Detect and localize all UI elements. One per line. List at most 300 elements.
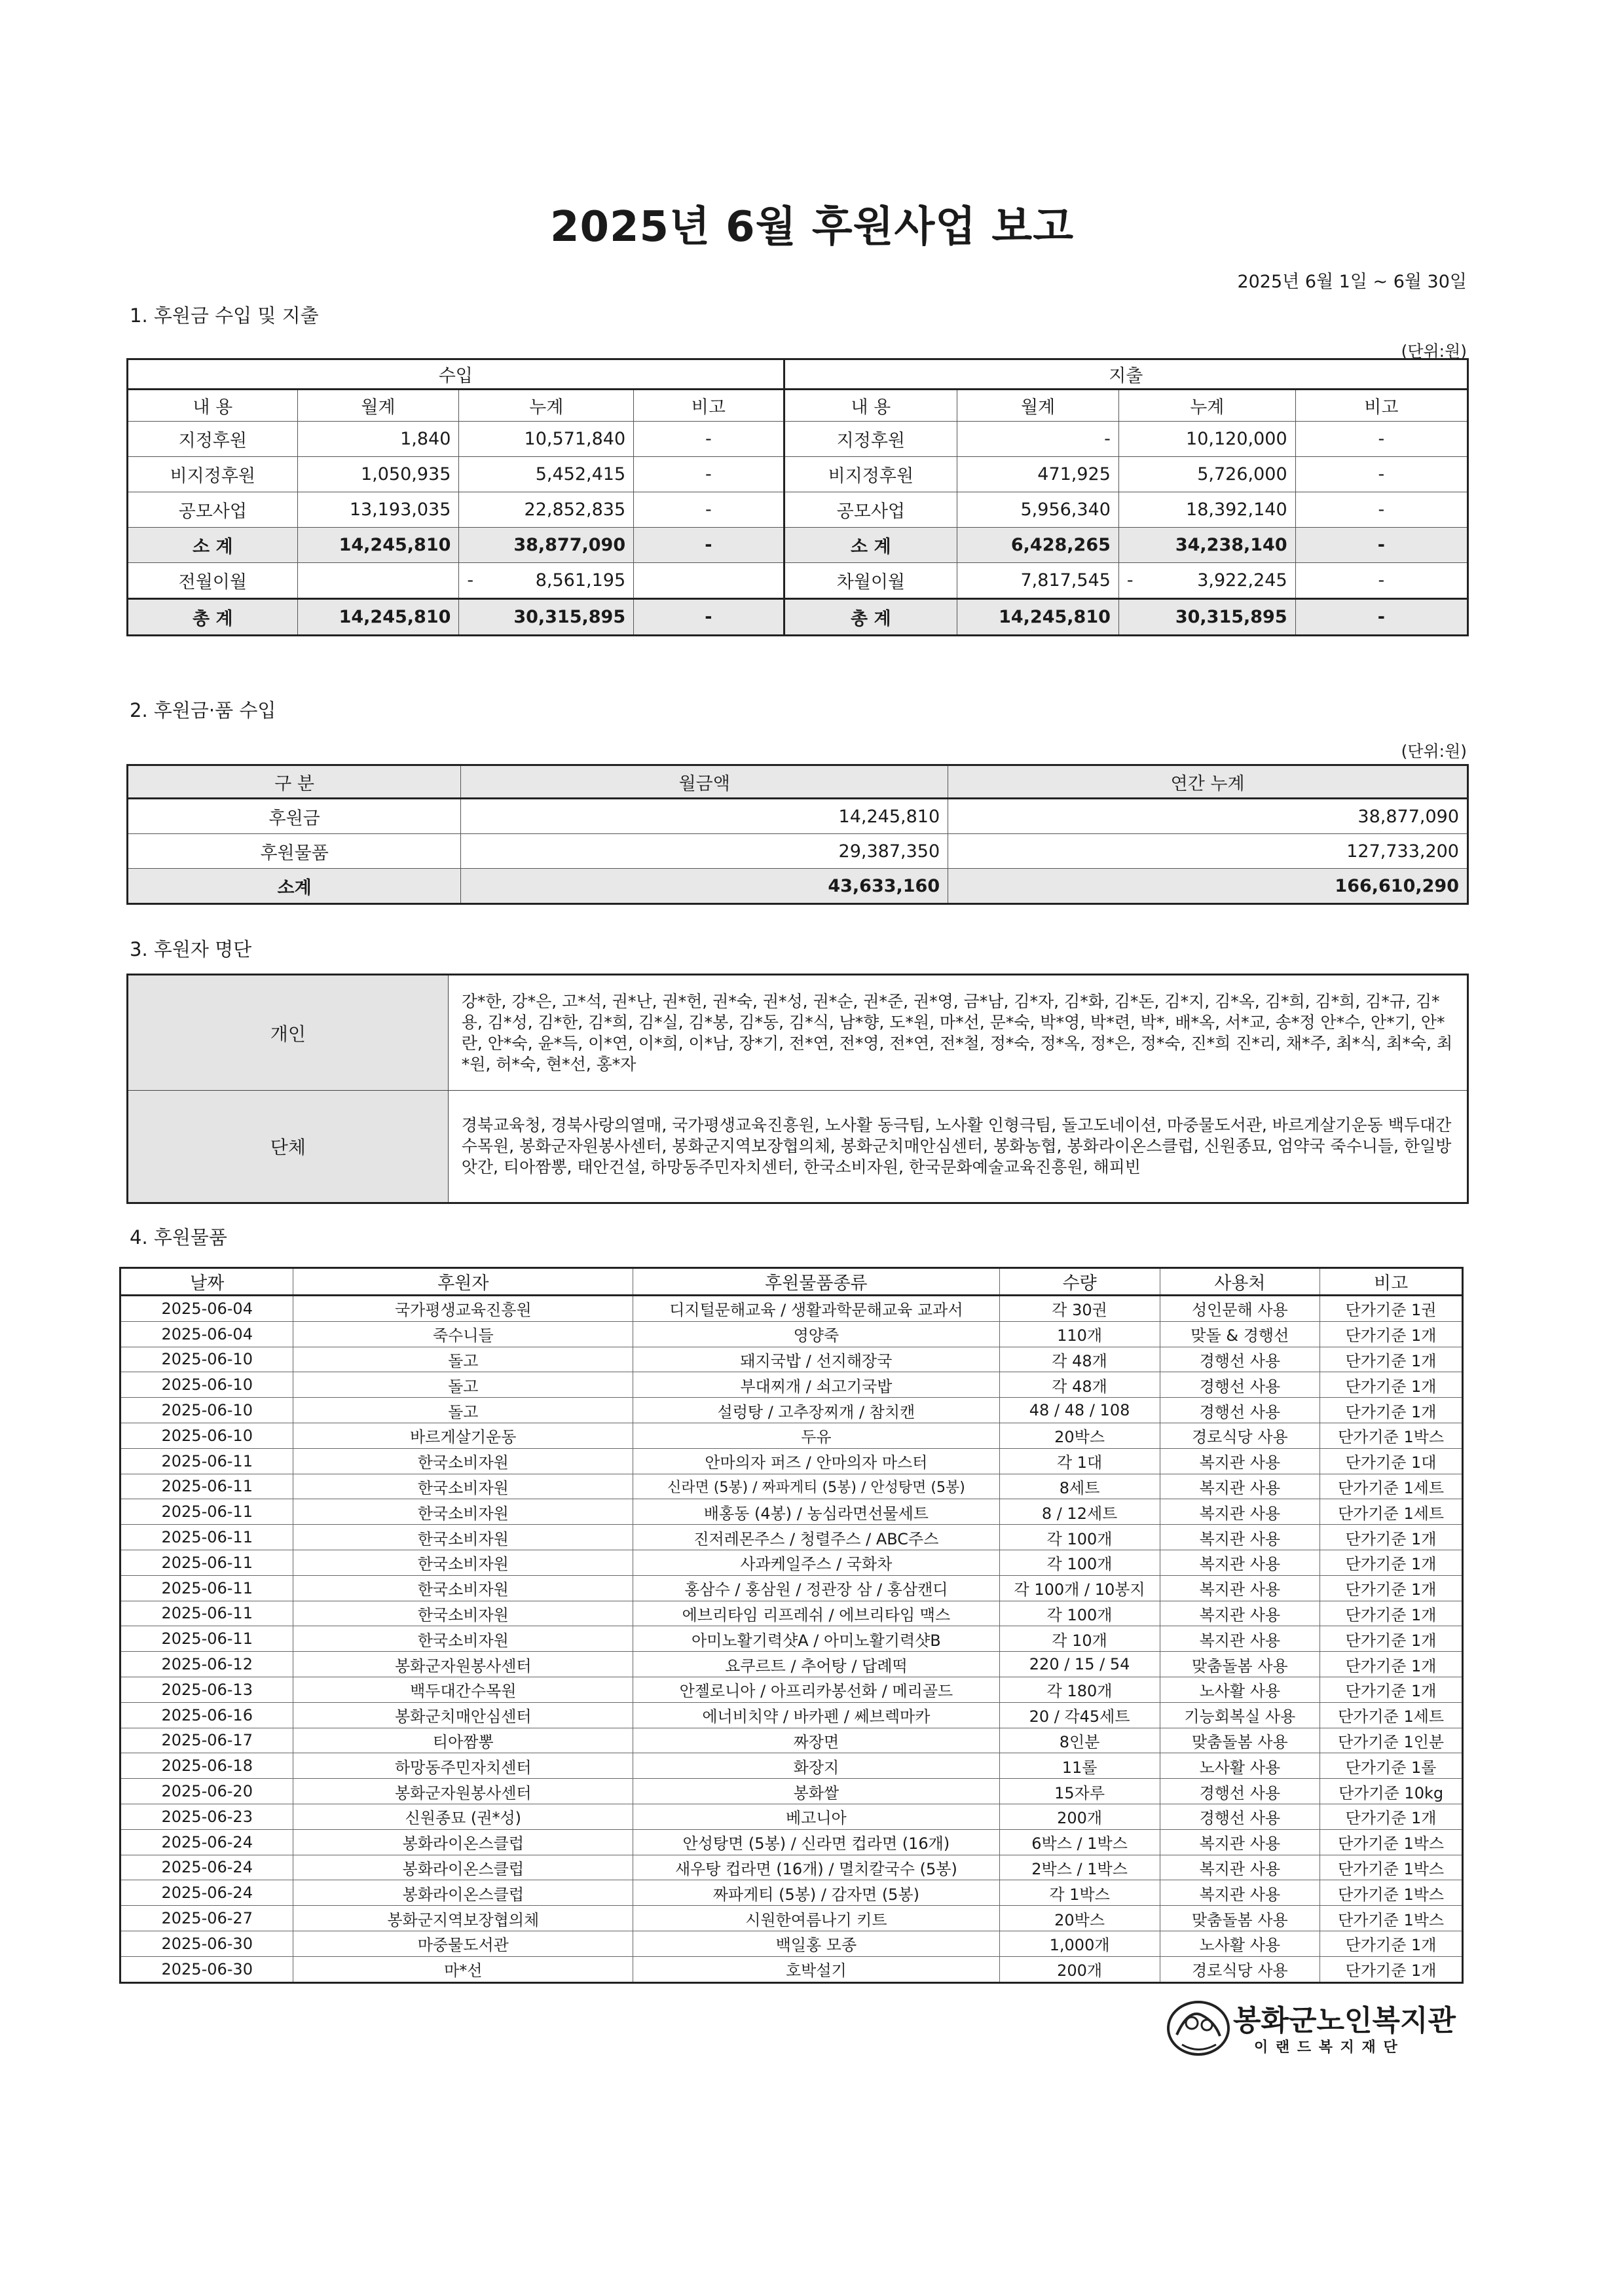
cell: 각 100개 — [999, 1550, 1160, 1575]
table-row — [120, 1525, 1463, 1550]
cell: 200개 — [999, 1804, 1160, 1829]
cell: 부대찌개 / 쇠고기국밥 — [633, 1372, 1000, 1398]
cell: 경로식당 사용 — [1160, 1423, 1320, 1448]
cell: 돌고 — [293, 1372, 633, 1398]
cell: 2025-06-24 — [120, 1880, 293, 1906]
cell: 1,050,935 — [297, 457, 459, 492]
section-3-heading: 3. 후원자 명단 — [130, 938, 252, 960]
cell: 단가기준 1개 — [1320, 1677, 1463, 1702]
cell: 단가기준 1개 — [1320, 1525, 1463, 1550]
cell: 8세트 — [999, 1474, 1160, 1499]
cell: 한국소비자원 — [293, 1499, 633, 1525]
cell: 단가기준 1개 — [1320, 1956, 1463, 1982]
cell: 2025-06-11 — [120, 1601, 293, 1626]
cell — [459, 563, 634, 599]
cell: 소 계 — [128, 528, 298, 563]
cell: 복지관 사용 — [1160, 1575, 1320, 1601]
cell: 아미노활기력샷A / 아미노활기력샷B — [633, 1626, 1000, 1652]
cell: 맞춤돌봄 사용 — [1160, 1652, 1320, 1677]
cell: 2025-06-10 — [120, 1423, 293, 1448]
cell: 단가기준 1개 — [1320, 1321, 1463, 1347]
cell: 2025-06-20 — [120, 1779, 293, 1804]
cell: 2025-06-30 — [120, 1956, 293, 1982]
col-header: 누계 — [459, 390, 634, 422]
table-row — [120, 1575, 1463, 1601]
cell: 복지관 사용 — [1160, 1601, 1320, 1626]
cell: 돌고 — [293, 1347, 633, 1372]
cell: 5,726,000 — [1118, 457, 1295, 492]
cell: 경행선 사용 — [1160, 1398, 1320, 1423]
cell: 단가기준 1개 — [1320, 1931, 1463, 1956]
cell: 비지정후원 — [128, 457, 298, 492]
total-row — [128, 599, 1468, 636]
cell: 비지정후원 — [784, 457, 957, 492]
cell — [297, 563, 459, 599]
col-header: 월금액 — [461, 765, 948, 799]
cell: 5,956,340 — [957, 492, 1119, 528]
cell: 짜파게티 (5봉) / 감자면 (5봉) — [633, 1880, 1000, 1906]
cell: 죽수니들 — [293, 1321, 633, 1347]
cell: 30,315,895 — [459, 599, 634, 636]
table-header — [128, 765, 1468, 799]
donation-summary-table — [126, 764, 1469, 905]
cell: 한국소비자원 — [293, 1448, 633, 1474]
cell: 2025-06-11 — [120, 1525, 293, 1550]
cell: 38,877,090 — [459, 528, 634, 563]
cell: 각 100개 — [999, 1525, 1160, 1550]
cell: 단가기준 1개 — [1320, 1652, 1463, 1677]
cell: 2025-06-11 — [120, 1474, 293, 1499]
table-row — [120, 1372, 1463, 1398]
group-donors: 경북교육청, 경북사랑의열매, 국가평생교육진흥원, 노사활 동극팀, 노사활 인형극팀, 돌고도네이션, 마중물도서관, 바르게살기운동 백두대간수목원, 봉화군자원봉사센터, 봉화군지역보장협의체, 봉화군치매안심센터, 봉화농협, 봉화라이온스클럽, 신원종묘, 엄약국 죽수니들, 한일방앗간, 티아짬뽕, 태안건설, 하망동주민자치센터, 한국소비자원, 한국문화예술교육진흥원, 해피빈 — [448, 1091, 1467, 1203]
col-header: 사용처 — [1160, 1268, 1320, 1296]
cell: 시원한여름나기 키트 — [633, 1906, 1000, 1931]
cell: 마중물도서관 — [293, 1931, 633, 1956]
cell: - — [634, 599, 784, 636]
cell: 지정후원 — [128, 422, 298, 457]
cell: 110개 — [999, 1321, 1160, 1347]
cell: 단가기준 1롤 — [1320, 1753, 1463, 1779]
cell: 14,245,810 — [297, 599, 459, 636]
cell: 단가기준 1세트 — [1320, 1499, 1463, 1525]
cell: 한국소비자원 — [293, 1626, 633, 1652]
cell: - — [634, 492, 784, 528]
table-row — [120, 1626, 1463, 1652]
cell: 경행선 사용 — [1160, 1804, 1320, 1829]
cell: 후원물품 — [128, 834, 461, 869]
cell: 소계 — [128, 869, 461, 904]
cell: 단가기준 1개 — [1320, 1398, 1463, 1423]
org-logo — [1162, 1995, 1483, 2061]
cell: 2박스 / 1박스 — [999, 1855, 1160, 1880]
cell: 에브리타임 리프레쉬 / 에브리타임 맥스 — [633, 1601, 1000, 1626]
cell: 마*선 — [293, 1956, 633, 1982]
cell: 22,852,835 — [459, 492, 634, 528]
cell: 8인분 — [999, 1728, 1160, 1753]
cell: 한국소비자원 — [293, 1474, 633, 1499]
cell: 차월이월 — [784, 563, 957, 599]
table-row — [120, 1296, 1463, 1322]
table-row — [120, 1423, 1463, 1448]
cell: 127,733,200 — [948, 834, 1468, 869]
table-row — [128, 457, 1468, 492]
cell: 복지관 사용 — [1160, 1474, 1320, 1499]
cell: 봉화군지역보장협의체 — [293, 1906, 633, 1931]
col-header: 후원자 — [293, 1268, 633, 1296]
cell: 471,925 — [957, 457, 1119, 492]
cell: 14,245,810 — [297, 528, 459, 563]
cell: 안마의자 퍼즈 / 안마의자 마스터 — [633, 1448, 1000, 1474]
cell: 29,387,350 — [461, 834, 948, 869]
negative-mark: - — [1126, 570, 1134, 591]
individual-label: 개인 — [128, 975, 449, 1091]
col-header: 구 분 — [128, 765, 461, 799]
cell: 200개 — [999, 1956, 1160, 1982]
cell: 단가기준 1개 — [1320, 1347, 1463, 1372]
cell: 14,245,810 — [461, 799, 948, 834]
cell: 2025-06-17 — [120, 1728, 293, 1753]
cell: 1,000개 — [999, 1931, 1160, 1956]
subtotal-row — [128, 528, 1468, 563]
cell: - — [634, 422, 784, 457]
individual-donors: 강*한, 강*은, 고*석, 권*난, 권*헌, 권*숙, 권*성, 권*순, 권*준, 권*영, 금*남, 김*자, 김*화, 김*돈, 김*지, 김*옥, 김*희, 김*희, 김*규, 김*용, 김*성, 김*한, 김*희, 김*실, 김*봉, 김*동, 김*식, 남*향, 도*원, 마*선, 문*숙, 박*영, 박*련, 박*, 배*옥, 서*교, 송*정 안*수, 안*기, 안*란, 안*숙, 윤*득, 이*연, 이*희, 이*남, 장*기, 전*연, 전*영, 전*연, 전*철, 정*숙, 정*옥, 정*은, 정*숙, 진*희 진*리, 채*주, 최*식, 최*숙, 최*원, 허*숙, 현*선, 홍*자 — [448, 975, 1467, 1091]
cell: 봉화쌀 — [633, 1779, 1000, 1804]
cell: 38,877,090 — [948, 799, 1468, 834]
cell: 봉화라이온스클럽 — [293, 1829, 633, 1855]
cell: 14,245,810 — [957, 599, 1119, 636]
cell: - — [634, 528, 784, 563]
donor-row-individual — [128, 975, 1468, 1091]
table-header-group — [128, 359, 1468, 390]
cell: 2025-06-04 — [120, 1296, 293, 1322]
cell: 각 10개 — [999, 1626, 1160, 1652]
cell: 총 계 — [784, 599, 957, 636]
table-header — [128, 390, 1468, 422]
cell: 복지관 사용 — [1160, 1855, 1320, 1880]
cell: 돼지국밥 / 선지해장국 — [633, 1347, 1000, 1372]
col-header: 비고 — [1295, 390, 1467, 422]
cell: 복지관 사용 — [1160, 1550, 1320, 1575]
cell: 새우탕 컵라면 (16개) / 멸치칼국수 (5봉) — [633, 1855, 1000, 1880]
cell: 각 30권 — [999, 1296, 1160, 1322]
cell: 공모사업 — [128, 492, 298, 528]
cell: 단가기준 1박스 — [1320, 1880, 1463, 1906]
cell: 요쿠르트 / 추어탕 / 답례떡 — [633, 1652, 1000, 1677]
cell: 디지털문해교육 / 생활과학문해교육 교과서 — [633, 1296, 1000, 1322]
cell: 2025-06-30 — [120, 1931, 293, 1956]
org-emblem-icon — [1162, 1995, 1234, 2061]
cell: 8 / 12세트 — [999, 1499, 1160, 1525]
cell: 20 / 각45세트 — [999, 1702, 1160, 1728]
cell: 각 1박스 — [999, 1880, 1160, 1906]
cell: 각 48개 — [999, 1347, 1160, 1372]
cell: 각 100개 / 10봉지 — [999, 1575, 1160, 1601]
table-row — [120, 1448, 1463, 1474]
cell: 2025-06-11 — [120, 1448, 293, 1474]
table-row — [120, 1906, 1463, 1931]
cell — [634, 563, 784, 599]
cell: 복지관 사용 — [1160, 1626, 1320, 1652]
cell: 호박설기 — [633, 1956, 1000, 1982]
col-header: 날짜 — [120, 1268, 293, 1296]
cell: 맞돌 & 경행선 — [1160, 1321, 1320, 1347]
cell: 맞춤돌봄 사용 — [1160, 1906, 1320, 1931]
report-period: 2025년 6월 1일 ~ 6월 30일 — [1237, 272, 1467, 292]
col-header: 월계 — [957, 390, 1119, 422]
cell: 경행선 사용 — [1160, 1347, 1320, 1372]
cell: 단가기준 1세트 — [1320, 1474, 1463, 1499]
cell: 2025-06-11 — [120, 1499, 293, 1525]
cell: 한국소비자원 — [293, 1525, 633, 1550]
table-row — [120, 1779, 1463, 1804]
section-4-heading: 4. 후원물품 — [130, 1226, 227, 1248]
cell: 18,392,140 — [1118, 492, 1295, 528]
col-header: 비고 — [1320, 1268, 1463, 1296]
table-row — [128, 834, 1468, 869]
cell: 후원금 — [128, 799, 461, 834]
cell: - — [1295, 422, 1467, 457]
section-2-unit: (단위:원) — [1401, 742, 1467, 761]
cell: 각 48개 — [999, 1372, 1160, 1398]
cell: 43,633,160 — [461, 869, 948, 904]
cell: - — [1295, 492, 1467, 528]
subtotal-row — [128, 869, 1468, 904]
cell: 한국소비자원 — [293, 1575, 633, 1601]
cell: 2025-06-11 — [120, 1575, 293, 1601]
cell: 220 / 15 / 54 — [999, 1652, 1160, 1677]
cell: 베고니아 — [633, 1804, 1000, 1829]
cell: 2025-06-10 — [120, 1398, 293, 1423]
cell: 성인문해 사용 — [1160, 1296, 1320, 1322]
table-row — [120, 1347, 1463, 1372]
cell: 2025-06-24 — [120, 1855, 293, 1880]
col-header: 수량 — [999, 1268, 1160, 1296]
cell: 봉화군자원봉사센터 — [293, 1779, 633, 1804]
table-row — [128, 563, 1468, 599]
cell: 2025-06-27 — [120, 1906, 293, 1931]
cell: 15자루 — [999, 1779, 1160, 1804]
cell: 공모사업 — [784, 492, 957, 528]
cell: 7,817,545 — [957, 563, 1119, 599]
cell: 6박스 / 1박스 — [999, 1829, 1160, 1855]
cell: 10,571,840 — [459, 422, 634, 457]
table-row — [120, 1829, 1463, 1855]
cell: 단가기준 1대 — [1320, 1448, 1463, 1474]
cell: 단가기준 1박스 — [1320, 1906, 1463, 1931]
cell: 단가기준 1개 — [1320, 1372, 1463, 1398]
cell: 봉화군자원봉사센터 — [293, 1652, 633, 1677]
cell: 노사활 사용 — [1160, 1753, 1320, 1779]
table-row — [120, 1321, 1463, 1347]
cell: 10,120,000 — [1118, 422, 1295, 457]
cell: 2025-06-18 — [120, 1753, 293, 1779]
cell: 국가평생교육진흥원 — [293, 1296, 633, 1322]
income-expense-table — [126, 358, 1469, 636]
cell: 두유 — [633, 1423, 1000, 1448]
table-header — [120, 1268, 1463, 1296]
cell: 단가기준 1박스 — [1320, 1855, 1463, 1880]
cell: 진저레몬주스 / 청렬주스 / ABC주스 — [633, 1525, 1000, 1550]
cell: 안성탕면 (5봉) / 신라면 컵라면 (16개) — [633, 1829, 1000, 1855]
table-row — [120, 1652, 1463, 1677]
cell: 총 계 — [128, 599, 298, 636]
table-row — [120, 1702, 1463, 1728]
donor-row-group — [128, 1091, 1468, 1203]
cell: 2025-06-12 — [120, 1652, 293, 1677]
table-row — [120, 1804, 1463, 1829]
cell: 2025-06-04 — [120, 1321, 293, 1347]
section-1-unit: (단위:원) — [1401, 342, 1467, 361]
cell: 봉화군치매안심센터 — [293, 1702, 633, 1728]
donor-list-table — [126, 974, 1469, 1204]
page-title: 2025년 6월 후원사업 보고 — [549, 203, 1075, 251]
cell: 사과케일주스 / 국화차 — [633, 1550, 1000, 1575]
table-row — [120, 1728, 1463, 1753]
col-header: 연간 누계 — [948, 765, 1468, 799]
cell: 단가기준 1개 — [1320, 1550, 1463, 1575]
cell: 34,238,140 — [1118, 528, 1295, 563]
cell: 1,840 — [297, 422, 459, 457]
cell: 단가기준 1개 — [1320, 1575, 1463, 1601]
cell: - — [634, 457, 784, 492]
cell: 안젤로니아 / 아프리카봉선화 / 메리골드 — [633, 1677, 1000, 1702]
cell — [1118, 563, 1295, 599]
cell: 단가기준 1개 — [1320, 1626, 1463, 1652]
negative-mark: - — [467, 570, 474, 591]
cell: 2025-06-11 — [120, 1550, 293, 1575]
table-row — [120, 1398, 1463, 1423]
cell: 5,452,415 — [459, 457, 634, 492]
table-row — [120, 1753, 1463, 1779]
income-label: 수입 — [128, 359, 784, 390]
table-row — [120, 1855, 1463, 1880]
cell: 배홍동 (4봉) / 농심라면선물세트 — [633, 1499, 1000, 1525]
cell: 각 100개 — [999, 1601, 1160, 1626]
table-row — [120, 1474, 1463, 1499]
cell: 설렁탕 / 고추장찌개 / 참치캔 — [633, 1398, 1000, 1423]
cell: 에너비치약 / 바카펜 / 쎄브렉마카 — [633, 1702, 1000, 1728]
cell: 복지관 사용 — [1160, 1525, 1320, 1550]
cell: 경행선 사용 — [1160, 1372, 1320, 1398]
table-row — [120, 1550, 1463, 1575]
group-label: 단체 — [128, 1091, 449, 1203]
expense-label: 지출 — [784, 359, 1467, 390]
cell-value: 3,922,245 — [1197, 570, 1287, 591]
table-row — [120, 1601, 1463, 1626]
cell: - — [957, 422, 1119, 457]
col-header: 후원물품종류 — [633, 1268, 1000, 1296]
table-row — [120, 1956, 1463, 1982]
table-row — [120, 1931, 1463, 1956]
cell: - — [1295, 457, 1467, 492]
cell: - — [1295, 563, 1467, 599]
col-header: 비고 — [634, 390, 784, 422]
cell: 한국소비자원 — [293, 1601, 633, 1626]
cell: 단가기준 1박스 — [1320, 1829, 1463, 1855]
section-1-heading: 1. 후원금 수입 및 지출 — [130, 304, 319, 327]
table-row — [120, 1499, 1463, 1525]
cell: 복지관 사용 — [1160, 1880, 1320, 1906]
cell: 단가기준 1인분 — [1320, 1728, 1463, 1753]
cell: 11롤 — [999, 1753, 1160, 1779]
cell: 신라면 (5봉) / 짜파게티 (5봉) / 안성탕면 (5봉) — [633, 1474, 1000, 1499]
cell: 20박스 — [999, 1423, 1160, 1448]
cell: 복지관 사용 — [1160, 1499, 1320, 1525]
cell: 2025-06-23 — [120, 1804, 293, 1829]
cell: 복지관 사용 — [1160, 1448, 1320, 1474]
cell: 기능회복실 사용 — [1160, 1702, 1320, 1728]
cell: 봉화라이온스클럽 — [293, 1880, 633, 1906]
cell: 화장지 — [633, 1753, 1000, 1779]
cell: 지정후원 — [784, 422, 957, 457]
cell: 백두대간수목원 — [293, 1677, 633, 1702]
cell: 노사활 사용 — [1160, 1931, 1320, 1956]
cell: 48 / 48 / 108 — [999, 1398, 1160, 1423]
cell: 166,610,290 — [948, 869, 1468, 904]
cell: 13,193,035 — [297, 492, 459, 528]
table-row — [128, 492, 1468, 528]
section-2-heading: 2. 후원금·품 수입 — [130, 699, 276, 721]
cell: 단가기준 1개 — [1320, 1601, 1463, 1626]
col-header: 월계 — [297, 390, 459, 422]
cell: 소 계 — [784, 528, 957, 563]
cell-value: 8,561,195 — [535, 570, 626, 591]
col-header: 내 용 — [784, 390, 957, 422]
cell: 단가기준 1박스 — [1320, 1423, 1463, 1448]
cell: 바르게살기운동 — [293, 1423, 633, 1448]
cell: 맞춤돌봄 사용 — [1160, 1728, 1320, 1753]
cell: 2025-06-13 — [120, 1677, 293, 1702]
cell: 단가기준 10kg — [1320, 1779, 1463, 1804]
cell: 신원종묘 (권*성) — [293, 1804, 633, 1829]
cell: 홍삼수 / 홍삼원 / 정관장 삼 / 홍삼캔디 — [633, 1575, 1000, 1601]
items-body — [120, 1296, 1463, 1983]
org-name: 봉화군노인복지관 — [1233, 2004, 1456, 2037]
cell: - — [1295, 528, 1467, 563]
cell: 각 180개 — [999, 1677, 1160, 1702]
cell: 백일홍 모종 — [633, 1931, 1000, 1956]
cell: 2025-06-16 — [120, 1702, 293, 1728]
cell: 봉화라이온스클럽 — [293, 1855, 633, 1880]
cell: 6,428,265 — [957, 528, 1119, 563]
col-header: 누계 — [1118, 390, 1295, 422]
foundation-name: 이 랜 드 복 지 재 단 — [1254, 2039, 1399, 2056]
cell: 2025-06-10 — [120, 1372, 293, 1398]
cell: 2025-06-24 — [120, 1829, 293, 1855]
cell: 각 1대 — [999, 1448, 1160, 1474]
cell: - — [1295, 599, 1467, 636]
cell: 짜장면 — [633, 1728, 1000, 1753]
table-row — [120, 1880, 1463, 1906]
cell: 30,315,895 — [1118, 599, 1295, 636]
cell: 영양죽 — [633, 1321, 1000, 1347]
cell: 하망동주민자치센터 — [293, 1753, 633, 1779]
cell: 한국소비자원 — [293, 1550, 633, 1575]
table-row — [128, 422, 1468, 457]
table-row — [128, 799, 1468, 834]
cell: 돌고 — [293, 1398, 633, 1423]
cell: 경로식당 사용 — [1160, 1956, 1320, 1982]
table-row — [120, 1677, 1463, 1702]
cell: 단가기준 1개 — [1320, 1804, 1463, 1829]
cell: 복지관 사용 — [1160, 1829, 1320, 1855]
cell: 티아짬뽕 — [293, 1728, 633, 1753]
cell: 2025-06-10 — [120, 1347, 293, 1372]
donated-items-table — [119, 1267, 1464, 1984]
cell: 경행선 사용 — [1160, 1779, 1320, 1804]
cell: 단가기준 1세트 — [1320, 1702, 1463, 1728]
cell: 단가기준 1권 — [1320, 1296, 1463, 1322]
